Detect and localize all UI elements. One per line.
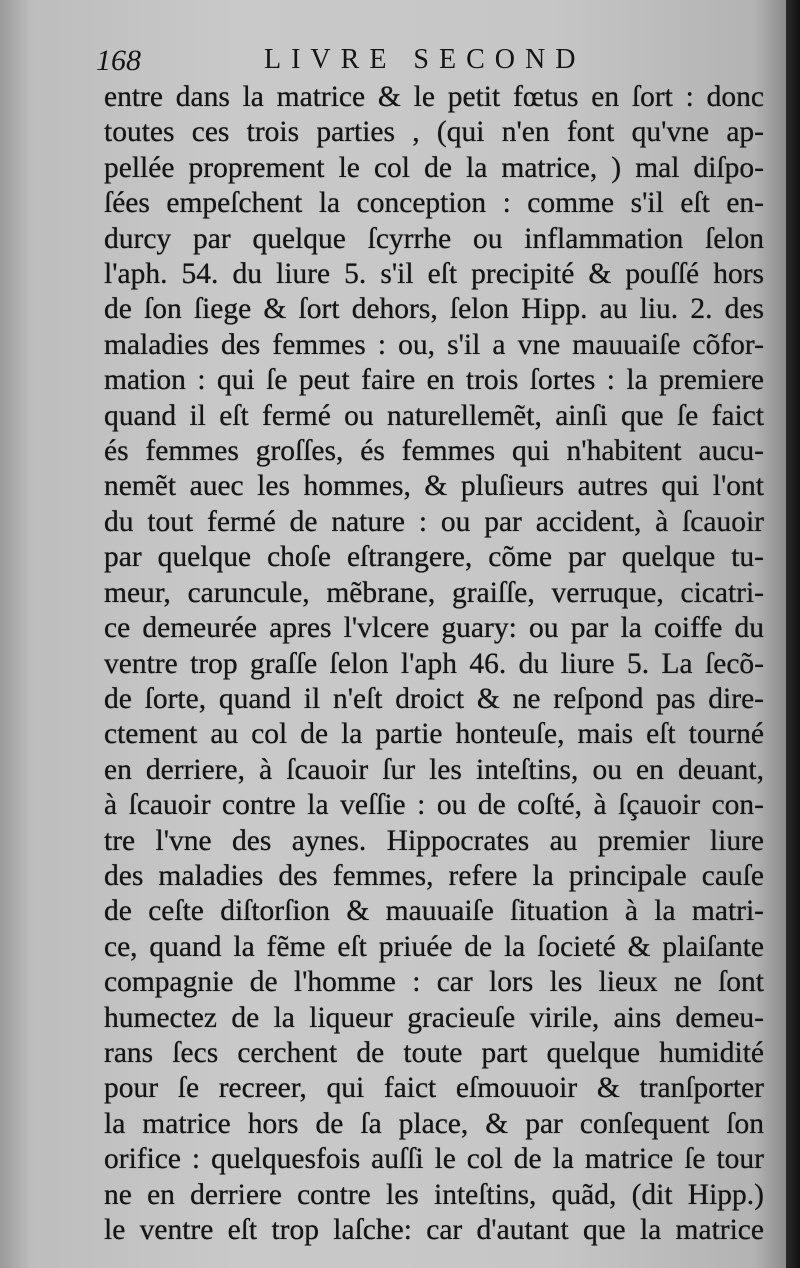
text-line: orifice : quelquesfois auſſi le col de la matrice ſe tour bbox=[104, 1143, 764, 1176]
text-line: ce, quand la fẽme eſt priuée de la ſocieté & plaiſante bbox=[104, 930, 764, 963]
text-line: nemẽt auec les hommes, & pluſieurs autres qui l'ont bbox=[104, 470, 764, 503]
text-line: entre dans la matrice & le petit fœtus en ſort : donc bbox=[104, 81, 764, 113]
text-line: durcy par quelque ſcyrrhe ou inflammation ſelon bbox=[104, 222, 764, 255]
text-line: par quelque choſe eſtrangere, cõme par quelque tu- bbox=[104, 541, 764, 574]
text-line: meur, caruncule, mẽbrane, graiſſe, verruque, cicatri- bbox=[104, 576, 764, 609]
text-line: le ventre eſt trop laſche: car d'autant que la matrice bbox=[104, 1214, 764, 1246]
text-line: de ſorte, quand il n'eſt droict & ne reſpond pas dire- bbox=[104, 682, 764, 715]
text-line: rans ſecs cerchent de toute part quelque humidité bbox=[104, 1036, 764, 1069]
text-line: compagnie de l'homme : car lors les lieux ne ſont bbox=[104, 966, 764, 999]
text-line: ce demeurée apres l'vlcere guary: ou par la coiffe du bbox=[104, 612, 764, 645]
text-line: du tout fermé de nature : ou par accident, à ſcauoir bbox=[104, 505, 764, 538]
text-line: mation : qui ſe peut faire en trois ſortes : la premiere bbox=[104, 364, 764, 397]
text-line: ventre trop graſſe ſelon l'aph 46. du liure 5. La ſecõ- bbox=[104, 647, 764, 680]
text-line: de ſon ſiege & ſort dehors, ſelon Hipp. au liu. 2. des bbox=[104, 293, 764, 326]
text-line: des maladies des femmes, refere la principale cauſe bbox=[104, 859, 764, 892]
text-line: ctement au col de la partie honteuſe, mais eſt tourné bbox=[104, 718, 764, 751]
text-line: maladies des femmes : ou, s'il a vne mauuaiſe cõfor- bbox=[104, 328, 764, 361]
body-text bbox=[104, 80, 764, 1248]
text-line: l'aph. 54. du liure 5. s'il eſt precipité & pouſſé hors bbox=[104, 258, 764, 291]
text-line: pellée proprement le col de la matrice, ) mal diſpo- bbox=[104, 151, 764, 184]
text-line: ne en derriere contre les inteſtins, quãd, (dit Hipp.) bbox=[104, 1178, 764, 1211]
text-line: à ſcauoir contre la veſſie : ou de coſté, à ſçauoir con- bbox=[104, 789, 764, 822]
page-edge-shadow bbox=[786, 0, 800, 1268]
text-line: tre l'vne des aynes. Hippocrates au premier liure bbox=[104, 824, 764, 857]
text-line: de ceſte diſtorſion & mauuaiſe ſituation à la matri- bbox=[104, 895, 764, 928]
text-line: la matrice hors de ſa place, & par conſequent ſon bbox=[104, 1107, 764, 1140]
text-line: en derriere, à ſcauoir ſur les inteſtins, ou en deuant, bbox=[104, 753, 764, 786]
text-line: toutes ces trois parties , (qui n'en font qu'vne ap- bbox=[104, 116, 764, 149]
text-line: quand il eſt fermé ou naturellemẽt, ainſi que ſe faict bbox=[104, 399, 764, 432]
page-number: 168 bbox=[96, 44, 141, 77]
page-header bbox=[96, 44, 756, 78]
text-line: ſées empeſchent la conception : comme s'il eſt en- bbox=[104, 187, 764, 220]
text-line: pour ſe recreer, qui faict eſmouuoir & tranſporter bbox=[104, 1072, 764, 1105]
text-line: humectez de la liqueur gracieuſe virile, ains demeu- bbox=[104, 1001, 764, 1034]
text-line: és femmes groſſes, és femmes qui n'habitent aucu- bbox=[104, 435, 764, 468]
running-head: LIVRE SECOND bbox=[264, 44, 586, 75]
